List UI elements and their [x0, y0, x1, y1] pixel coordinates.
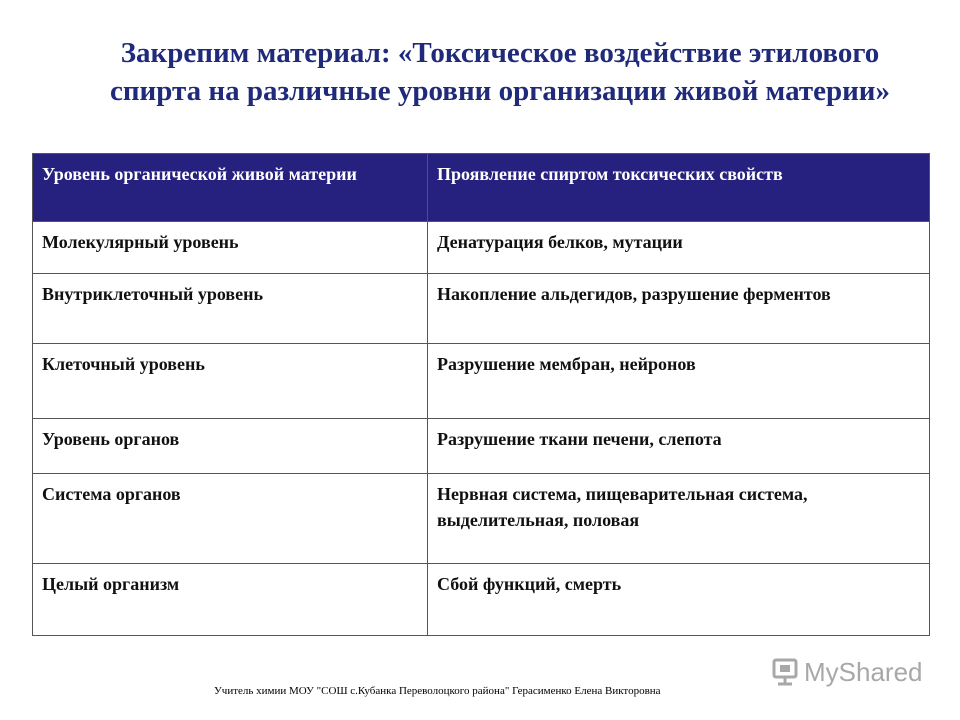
header-manifestation: Проявление спиртом токсических свойств — [428, 154, 930, 222]
effect-cell: Нервная система, пищеварительная система, выделительная, половая — [428, 474, 930, 564]
effect-cell: Денатурация белков, мутации — [428, 222, 930, 274]
effect-cell: Сбой функций, смерть — [428, 564, 930, 636]
slide-title-line-2: спирта на различные уровни организации живой материи» — [109, 75, 891, 107]
level-cell: Клеточный уровень — [33, 344, 428, 419]
effect-cell: Разрушение мембран, нейронов — [428, 344, 930, 419]
table-row — [33, 564, 930, 636]
footer-author: Учитель химии МОУ "СОШ с.Кубанка Переволоцкого района" Герасименко Елена Викторовна — [214, 685, 661, 697]
table-row — [33, 474, 930, 564]
effect-cell: Накопление альдегидов, разрушение ферментов — [428, 274, 930, 344]
table-row — [33, 344, 930, 419]
effect-cell: Разрушение ткани печени, слепота — [428, 419, 930, 474]
level-cell: Внутриклеточный уровень — [33, 274, 428, 344]
table-row — [33, 222, 930, 274]
toxicity-table — [32, 153, 930, 636]
level-cell: Молекулярный уровень — [33, 222, 428, 274]
level-cell: Уровень органов — [33, 419, 428, 474]
presentation-screen-icon — [770, 657, 800, 687]
watermark-logo — [770, 655, 923, 689]
table-row — [33, 274, 930, 344]
slide-title-line-1: Закрепим материал: «Токсическое воздействие этилового — [120, 37, 880, 69]
table-header-row — [33, 154, 930, 222]
level-cell: Система органов — [33, 474, 428, 564]
header-level: Уровень органической живой материи — [33, 154, 428, 222]
table-row — [33, 419, 930, 474]
watermark-text: MyShared — [804, 656, 923, 687]
level-cell: Целый организм — [33, 564, 428, 636]
slide-title — [40, 34, 960, 110]
